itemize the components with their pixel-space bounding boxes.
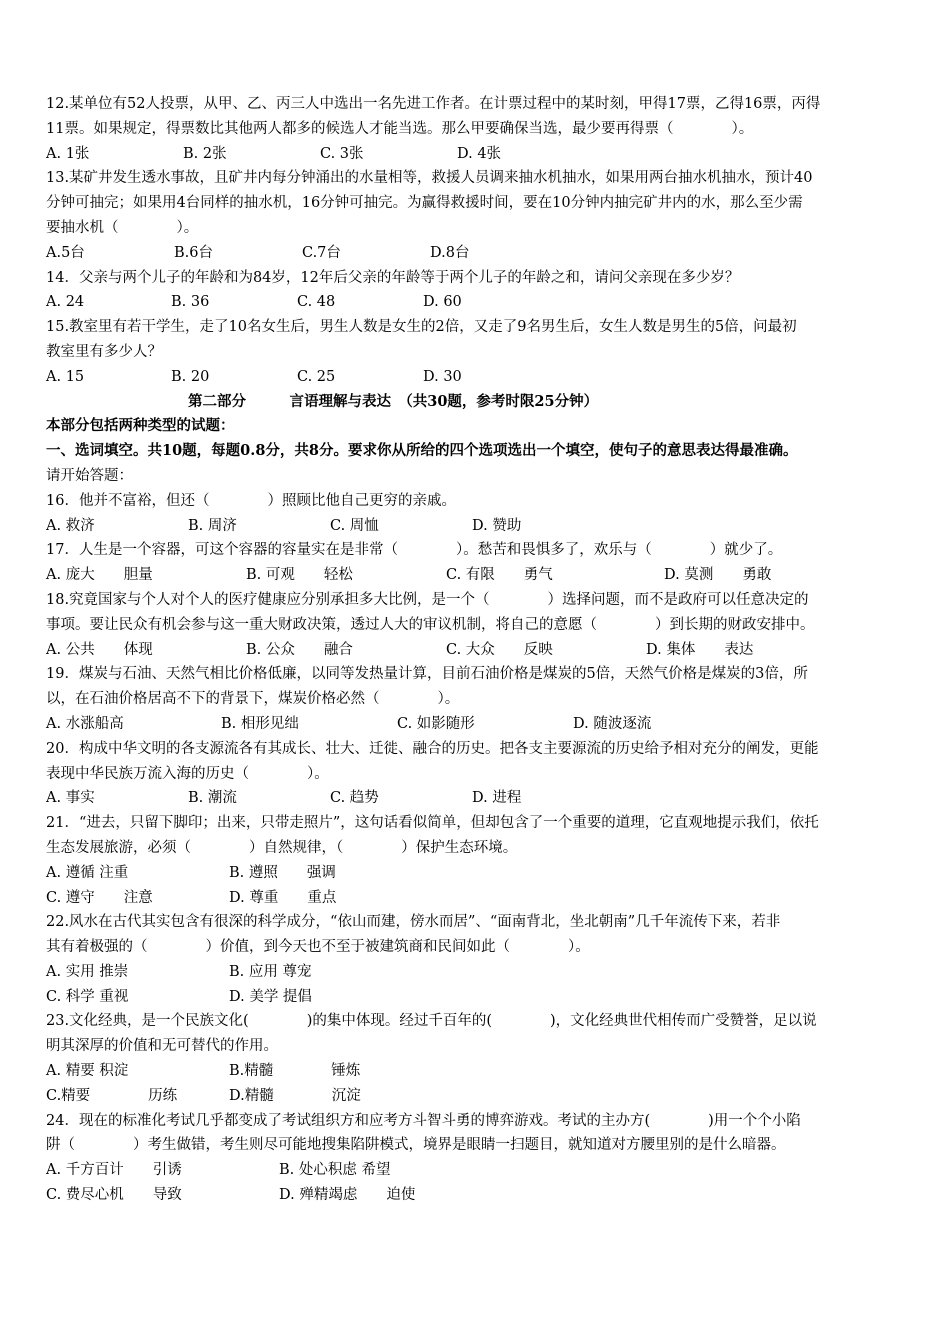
q23-options-row-1 (46, 1059, 912, 1084)
q17-option-a: A. 庞大 胆量 (46, 567, 153, 584)
q14-option-b: B. 36 (171, 294, 210, 311)
q21-option-d: D. 尊重 重点 (229, 889, 337, 906)
q14-option-d: D. 60 (423, 294, 462, 311)
q12-option-a: A. 1张 (46, 145, 90, 162)
q13-option-a: A.5台 (46, 244, 85, 261)
q12-option-c: C. 3张 (320, 145, 364, 162)
q15-line-2: 教室里有多少人？ (46, 343, 162, 360)
q19-line-2: 以，在石油价格居高不下的背景下，煤炭价格必然（ ）。 (46, 691, 460, 708)
q20-option-d: D. 进程 (472, 790, 522, 807)
q13-option-b: B.6台 (174, 244, 213, 261)
q14-option-a: A. 24 (46, 294, 85, 311)
q17-line-1: 17．人生是一个容器，可这个容器的容量实在是非常（ ）。愁苦和畏惧多了，欢乐与（ ）就少了。 (46, 542, 783, 559)
q19-options (46, 712, 912, 737)
q17-option-b: B. 可观 轻松 (246, 567, 353, 584)
q24-line-2: 阱（ ）考生做错，考生则尽可能地搜集陷阱模式，境界是眼睛一扫题目，就知道对方腰里别的是什么暗器。 (46, 1137, 786, 1154)
q16-option-d: D. 赞助 (472, 517, 522, 534)
q14-options (46, 290, 912, 315)
q24-options-row-2 (46, 1183, 912, 1208)
q22-option-a: A. 实用 推崇 (46, 963, 129, 980)
q15-line-1: 15.教室里有若干学生，走了10名女生后，男生人数是女生的2倍，又走了9名男生后，女生人数是男生的5倍，问最初 (46, 319, 797, 336)
q13-line-3: 要抽水机（ ）。 (46, 219, 199, 236)
q18-option-b: B. 公众 融合 (246, 641, 353, 658)
q13-options (46, 241, 912, 266)
q20-option-b: B. 潮流 (188, 790, 237, 807)
q23-options-row-2 (46, 1084, 912, 1109)
q22-options-row-2 (46, 985, 912, 1010)
q13-option-c: C.7台 (302, 244, 341, 261)
q24-line-1: 24．现在的标准化考试几乎都变成了考试组织方和应考方斗智斗勇的博弈游戏。考试的主办方( )用一个个小陷 (46, 1112, 801, 1129)
q23-line-2: 明其深厚的价值和无可替代的作用。 (46, 1038, 278, 1055)
q24-option-d: D. 殚精竭虑 迫使 (279, 1187, 416, 1204)
q18-line-2: 事项。要让民众有机会参与这一重大财政决策，透过人大的审议机制，将自己的意愿（ ）到长期的财政安排中。 (46, 616, 815, 633)
q12-option-b: B. 2张 (183, 145, 227, 162)
q24-option-b: B. 处心积虑 希望 (279, 1162, 391, 1179)
q15-options (46, 365, 912, 390)
q15-option-c: C. 25 (297, 368, 336, 385)
q20-option-a: A. 事实 (46, 790, 95, 807)
q18-option-d: D. 集体 表达 (646, 641, 754, 658)
q24-option-c: C. 费尽心机 导致 (46, 1187, 182, 1204)
q20-line-1: 20．构成中华文明的各支源流各有其成长、壮大、迁徙、融合的历史。把各支主要源流的历史给予相对充分的阐发，更能 (46, 740, 819, 757)
q23-option-d: D.精髓 沉淀 (229, 1087, 361, 1104)
q20-options (46, 786, 912, 811)
q20-line-2: 表现中华民族万流入海的历史（ ）。 (46, 765, 329, 782)
q12-line-2: 11票。如果规定，得票数比其他两人都多的候选人才能当选。那么甲要确保当选，最少要再得票（ ）。 (46, 120, 754, 137)
q16-options (46, 514, 912, 539)
q13-option-d: D.8台 (430, 244, 470, 261)
q19-option-c: C. 如影随形 (397, 715, 475, 732)
q17-options (46, 563, 912, 588)
q18-line-1: 18.究竟国家与个人对个人的医疗健康应分别承担多大比例，是一个（ ）选择问题，而不是政府可以任意决定的 (46, 591, 809, 608)
q21-option-c: C. 遵守 注意 (46, 889, 153, 906)
q22-line-2: 其有着极强的（ ）价值，到今天也不至于被建筑商和民间如此（ ）。 (46, 939, 590, 956)
q23-option-c: C.精要 历练 (46, 1087, 178, 1104)
q16-line-1: 16．他并不富裕，但还（ ）照顾比他自己更穷的亲戚。 (46, 492, 456, 509)
q17-option-c: C. 有限 勇气 (446, 567, 553, 584)
q22-option-d: D. 美学 提倡 (229, 988, 312, 1005)
q14-line-1: 14．父亲与两个儿子的年龄和为84岁，12年后父亲的年龄等于两个儿子的年龄之和，请问父亲现在多少岁？ (46, 269, 740, 286)
q18-option-c: C. 大众 反映 (446, 641, 553, 658)
q15-option-d: D. 30 (423, 368, 462, 385)
q20-option-c: C. 趋势 (330, 790, 379, 807)
q24-options-row-1 (46, 1158, 912, 1183)
q14-option-c: C. 48 (297, 294, 336, 311)
q15-option-a: A. 15 (46, 368, 85, 385)
q17-option-d: D. 莫测 勇敢 (664, 567, 772, 584)
q19-line-1: 19．煤炭与石油、天然气相比价格低廉，以同等发热量计算，目前石油价格是煤炭的5倍，天然气价格是煤炭的3倍，所 (46, 666, 808, 683)
q12-line-1: 12.某单位有52人投票，从甲、乙、丙三人中选出一名先进工作者。在计票过程中的某时刻，甲得17票，乙得16票，丙得 (46, 96, 821, 112)
q16-option-a: A. 救济 (46, 517, 95, 534)
q15-option-b: B. 20 (171, 368, 210, 385)
q12-option-d: D. 4张 (457, 145, 502, 162)
q12-options (46, 142, 912, 167)
exam-page (46, 92, 912, 1208)
q21-options-row-2 (46, 886, 912, 911)
q23-line-1: 23.文化经典，是一个民族文化( )的集中体现。经过千百年的( )，文化经典世代相传而广受赞誉，足以说 (46, 1013, 817, 1030)
q22-option-b: B. 应用 尊宠 (229, 963, 312, 980)
q13-line-2: 分钟可抽完；如果用4台同样的抽水机，16分钟可抽完。为赢得救援时间，要在10分钟内抽完矿井内的水，那么至少需 (46, 195, 803, 212)
q21-line-2: 生态发展旅游，必须（ ）自然规律，（ ）保护生态环境。 (46, 839, 518, 856)
section-2-title: 第二部分 言语理解与表达 （共30题，参考时限25分钟） (188, 392, 599, 410)
q19-option-b: B. 相形见绌 (221, 715, 299, 732)
q23-option-b: B.精髓 锤炼 (229, 1063, 361, 1080)
q24-option-a: A. 千方百计 引诱 (46, 1162, 182, 1179)
section-2-intro: 本部分包括两种类型的试题： (46, 417, 235, 435)
q22-option-c: C. 科学 重视 (46, 988, 129, 1005)
q16-option-c: C. 周恤 (330, 517, 379, 534)
section-2-start: 请开始答题： (46, 467, 133, 484)
q22-line-1: 22.风水在古代其实包含有很深的科学成分，“依山而建，傍水而居”、“面南背北，坐北朝南”几千年流传下来，若非 (46, 914, 781, 931)
q19-option-a: A. 水涨船高 (46, 715, 124, 732)
q16-option-b: B. 周济 (188, 517, 237, 534)
q21-option-b: B. 遵照 强调 (229, 864, 336, 881)
q21-option-a: A. 遵循 注重 (46, 864, 129, 881)
q18-option-a: A. 公共 体现 (46, 641, 153, 658)
q21-options-row-1 (46, 861, 912, 886)
q21-line-1: 21．“进去，只留下脚印；出来，只带走照片”，这句话看似简单，但却包含了一个重要的道理，它直观地提示我们，依托 (46, 815, 819, 832)
q23-option-a: A. 精要 积淀 (46, 1063, 129, 1080)
section-2-part-1-heading: 一、选词填空。共10题，每题0.8分，共8分。要求你从所给的四个选项选出一个填空，使句子的意思表达得最准确。 (46, 442, 798, 460)
q18-options (46, 638, 912, 663)
q22-options-row-1 (46, 960, 912, 985)
q19-option-d: D. 随波逐流 (573, 715, 652, 732)
q13-line-1: 13.某矿井发生透水事故，且矿井内每分钟涌出的水量相等，救援人员调来抽水机抽水，如果用两台抽水机抽水，预计40 (46, 170, 813, 187)
